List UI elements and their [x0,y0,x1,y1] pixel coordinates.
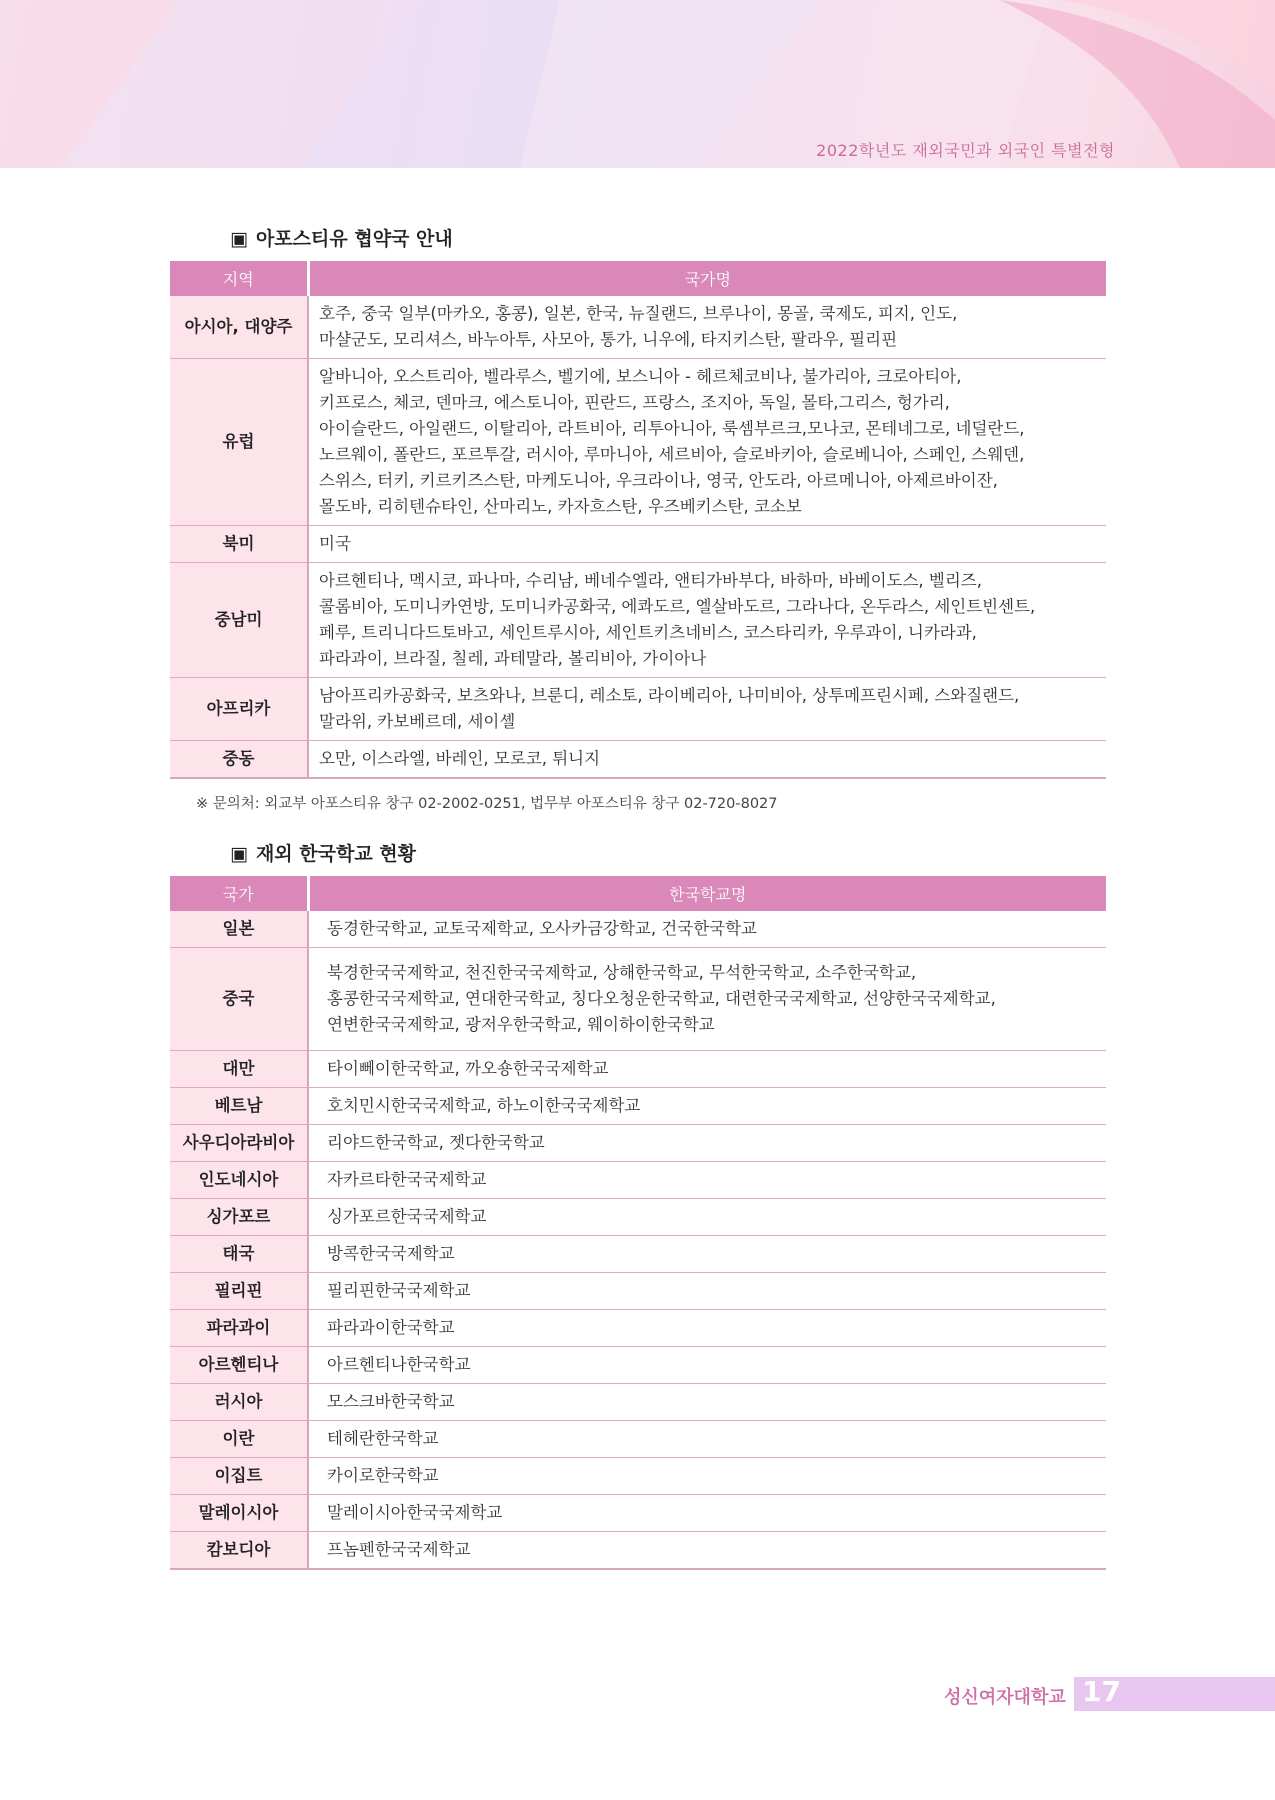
table-row [170,563,1106,678]
table-row [170,1236,1106,1273]
country-cell: 말레이시아 [170,1495,308,1532]
country-cell: 아르헨티나 [170,1347,308,1384]
region-cell: 유럽 [170,359,308,526]
section-marker: ▣ [230,228,248,250]
country-cell: 일본 [170,911,308,948]
region-cell: 아시아, 대양주 [170,296,308,359]
section-title-apostille [230,224,453,251]
country-cell: 캄보디아 [170,1532,308,1570]
country-cell: 필리핀 [170,1273,308,1310]
table-row [170,948,1106,1051]
country-cell: 사우디아라비아 [170,1125,308,1162]
cell-line: 파라과이한국학교 [327,1318,455,1337]
region-cell: 아프리카 [170,678,308,741]
value-cell [308,741,1106,779]
table-row [170,741,1106,779]
table-row [170,1421,1106,1458]
cell-line: 연변한국국제학교, 광저우한국학교, 웨이하이한국학교 [327,1015,715,1034]
cell-line: 파라과이, 브라질, 칠레, 과테말라, 볼리비아, 가이아나 [319,649,707,668]
cell-line: 타이뻬이한국학교, 까오숑한국국제학교 [327,1059,609,1078]
country-cell: 러시아 [170,1384,308,1421]
region-cell: 북미 [170,526,308,563]
column-header-school-names: 한국학교명 [308,876,1106,911]
country-cell: 파라과이 [170,1310,308,1347]
value-cell [308,526,1106,563]
cell-line: 싱가포르한국국제학교 [327,1207,487,1226]
country-cell: 이집트 [170,1458,308,1495]
value-cell [308,563,1106,678]
cell-line: 스위스, 터키, 키르키즈스탄, 마케도니아, 우크라이나, 영국, 안도라, 아르메니아, 아제르바이잔, [319,471,998,490]
table-row [170,1088,1106,1125]
country-cell: 태국 [170,1236,308,1273]
table-row [170,1125,1106,1162]
value-cell [308,1421,1106,1458]
table-header-row [170,876,1106,911]
column-header-country: 국가 [170,876,308,911]
cell-line: 호치민시한국국제학교, 하노이한국국제학교 [327,1096,641,1115]
cell-line: 방콕한국국제학교 [327,1244,455,1263]
korean-schools-table [170,876,1106,1570]
cell-line: 콜롬비아, 도미니카연방, 도미니카공화국, 에콰도르, 엘살바도르, 그라나다, 온두라스, 세인트빈센트, [319,597,1036,616]
country-cell: 대만 [170,1051,308,1088]
region-cell: 중남미 [170,563,308,678]
table-row [170,526,1106,563]
cell-line: 테헤란한국학교 [327,1429,439,1448]
value-cell [308,1495,1106,1532]
table-row [170,1199,1106,1236]
apostille-countries-table [170,261,1106,779]
cell-line: 키프로스, 체코, 덴마크, 에스토니아, 핀란드, 프랑스, 조지아, 독일, 몰타,그리스, 헝가리, [319,393,950,412]
cell-line: 아르헨티나, 멕시코, 파나마, 수리남, 베네수엘라, 앤티가바부다, 바하마, 바베이도스, 벨리즈, [319,571,982,590]
value-cell [308,1162,1106,1199]
cell-line: 노르웨이, 폴란드, 포르투갈, 러시아, 루마니아, 세르비아, 슬로바키아, 슬로베니아, 스페인, 스웨덴, [319,445,1025,464]
cell-line: 카이로한국학교 [327,1466,439,1485]
cell-line: 몰도바, 리히텐슈타인, 산마리노, 카자흐스탄, 우즈베키스탄, 코소보 [319,497,802,516]
table-row [170,1162,1106,1199]
cell-line: 동경한국학교, 교토국제학교, 오사카금강학교, 건국한국학교 [327,919,757,938]
page-number: 17 [1082,1675,1121,1708]
table-row [170,359,1106,526]
table-row [170,1051,1106,1088]
column-header-country-names: 국가명 [308,261,1106,296]
country-cell: 베트남 [170,1088,308,1125]
table-row [170,1532,1106,1570]
cell-line: 리야드한국학교, 젯다한국학교 [327,1133,545,1152]
cell-line: 홍콩한국국제학교, 연대한국학교, 칭다오청운한국학교, 대련한국국제학교, 선양한국국제학교, [327,989,996,1008]
cell-line: 북경한국국제학교, 천진한국국제학교, 상해한국학교, 무석한국학교, 소주한국학교, [327,963,917,982]
value-cell [308,296,1106,359]
cell-line: 필리핀한국국제학교 [327,1281,471,1300]
contact-note: ※ 문의처: 외교부 아포스티유 창구 02-2002-0251, 법무부 아포스티유 창구 02-720-8027 [196,796,778,812]
table-row [170,1495,1106,1532]
value-cell [308,1532,1106,1570]
document-header-title: 2022학년도 재외국민과 외국인 특별전형 [816,141,1115,160]
cell-line: 프놈펜한국국제학교 [327,1540,471,1559]
cell-line: 모스크바한국학교 [327,1392,455,1411]
column-header-region: 지역 [170,261,308,296]
cell-line: 말레이시아한국국제학교 [327,1503,503,1522]
cell-line: 오만, 이스라엘, 바레인, 모로코, 튀니지 [319,749,601,768]
cell-line: 아르헨티나한국학교 [327,1355,471,1374]
cell-line: 마샬군도, 모리셔스, 바누아투, 사모아, 통가, 니우에, 타지키스탄, 팔라우, 필리핀 [319,330,898,349]
section-marker: ▣ [230,843,248,865]
table-row [170,678,1106,741]
region-cell: 중동 [170,741,308,779]
value-cell [308,1088,1106,1125]
country-cell: 싱가포르 [170,1199,308,1236]
cell-line: 미국 [319,534,351,553]
table-row [170,1347,1106,1384]
value-cell [308,359,1106,526]
cell-line: 남아프리카공화국, 보츠와나, 브룬디, 레소토, 라이베리아, 나미비아, 상투메프린시페, 스와질랜드, [319,686,1020,705]
value-cell [308,1125,1106,1162]
table-header-row [170,261,1106,296]
cell-line: 알바니아, 오스트리아, 벨라루스, 벨기에, 보스니아 - 헤르체코비나, 불가리아, 크로아티아, [319,367,962,386]
value-cell [308,1310,1106,1347]
cell-line: 페루, 트리니다드토바고, 세인트루시아, 세인트키츠네비스, 코스타리카, 우루과이, 니카라과, [319,623,977,642]
cell-line: 아이슬란드, 아일랜드, 이탈리아, 라트비아, 리투아니아, 룩셈부르크,모나코, 몬테네그로, 네덜란드, [319,419,1025,438]
value-cell [308,1347,1106,1384]
value-cell [308,1199,1106,1236]
value-cell [308,948,1106,1051]
table-row [170,1458,1106,1495]
table-row [170,296,1106,359]
value-cell [308,1051,1106,1088]
table-row [170,1310,1106,1347]
table-row [170,1273,1106,1310]
table-row [170,1384,1106,1421]
value-cell [308,1458,1106,1495]
section-title-text: 재외 한국학교 현황 [255,843,417,865]
section-title-korean-schools [230,839,416,866]
cell-line: 자카르타한국국제학교 [327,1170,487,1189]
country-cell: 중국 [170,948,308,1051]
header-banner [0,0,1275,168]
value-cell [308,911,1106,948]
value-cell [308,1236,1106,1273]
value-cell [308,1273,1106,1310]
country-cell: 인도네시아 [170,1162,308,1199]
university-name: 성신여자대학교 [944,1687,1066,1708]
cell-line: 호주, 중국 일부(마카오, 홍콩), 일본, 한국, 뉴질랜드, 브루나이, 몽골, 쿡제도, 피지, 인도, [319,304,958,323]
country-cell: 이란 [170,1421,308,1458]
value-cell [308,1384,1106,1421]
cell-line: 말라위, 카보베르데, 세이셸 [319,712,516,731]
value-cell [308,678,1106,741]
section-title-text: 아포스티유 협약국 안내 [255,228,453,250]
table-row [170,911,1106,948]
